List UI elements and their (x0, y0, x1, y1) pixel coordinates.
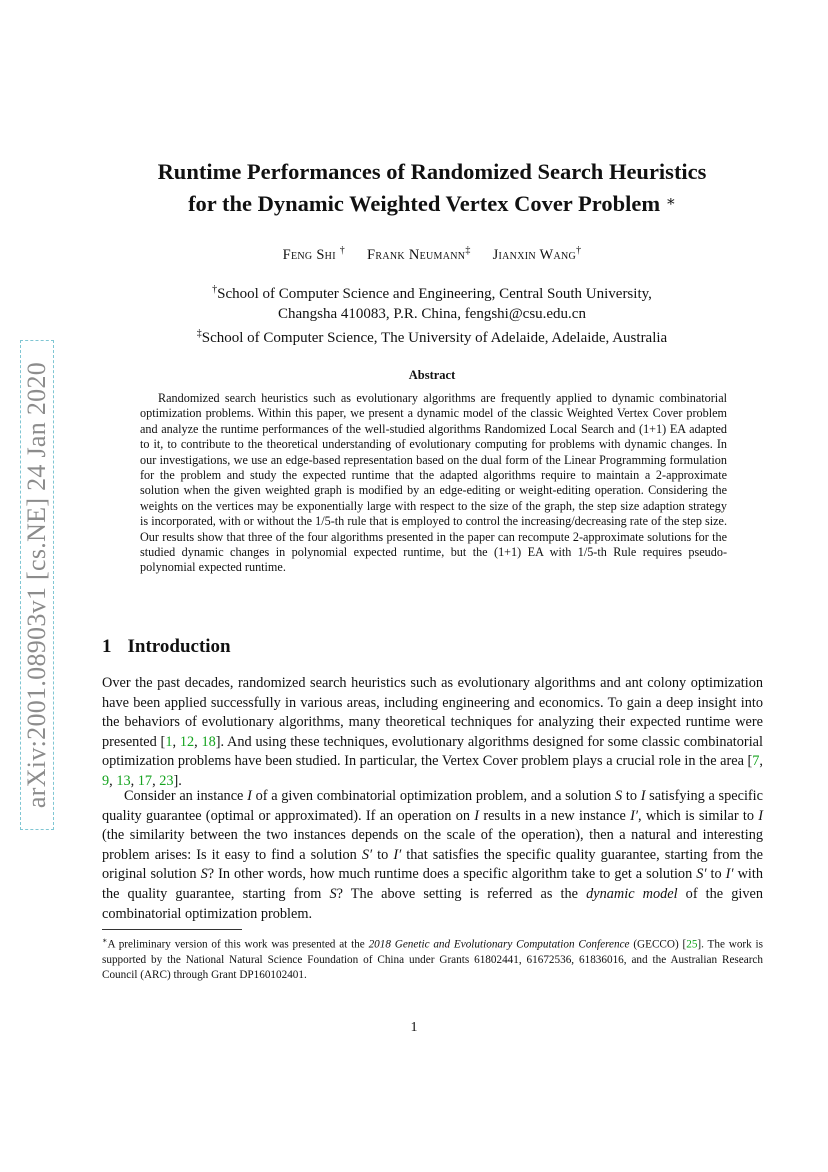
citation-link[interactable]: 12 (179, 733, 195, 750)
page-number: 1 (410, 1020, 418, 1035)
author-list (102, 245, 762, 264)
author-name: Jianxin Wang (492, 246, 577, 263)
emphasis: dynamic model (586, 885, 678, 902)
author (493, 247, 582, 263)
affiliation-text: School of Computer Science and Engineering, Central South University, (217, 286, 652, 302)
affiliation-mark: ‡ (196, 328, 202, 339)
author (367, 247, 471, 263)
math-var: I′ (725, 866, 734, 883)
affiliation-line (102, 280, 762, 304)
math-var: S (614, 788, 623, 804)
author-mark: ‡ (465, 245, 471, 256)
affiliation-line: Changsha 410083, P.R. China, fengshi@csu.edu.cn (278, 306, 586, 322)
math-var: I′ (630, 807, 639, 824)
text-run: ]. And using these techniques, evolutionary algorithms designed for some classic combinatorial optimization problems have been studied. In particular, the Vertex Cover problem plays a crucial role in the area [ (102, 733, 763, 770)
math-var: S (200, 866, 208, 883)
math-var: I (474, 807, 480, 824)
citation-link[interactable]: 18 (201, 733, 216, 750)
title-footnote-mark[interactable]: ∗ (665, 194, 676, 210)
text-run: A preliminary version of this work was presented at the (107, 938, 369, 951)
citation-link[interactable]: 23 (159, 772, 174, 789)
section-number: 1 (102, 636, 112, 657)
arxiv-stamp[interactable] (20, 340, 54, 830)
title-line-2 (102, 187, 762, 219)
text-run: ? In other words, how much runtime does a specific algorithm take to get a solution (207, 866, 697, 883)
section-heading (102, 636, 231, 658)
math-var: I′ (393, 846, 402, 863)
author-name: Frank Neumann (367, 246, 466, 263)
author (283, 247, 346, 263)
math-var: S (329, 885, 337, 902)
text-run: ? The above setting is referred as the (336, 885, 587, 902)
citation-link[interactable]: 25 (686, 938, 698, 951)
math-var: S′ (696, 866, 707, 883)
math-var: I (247, 788, 252, 804)
text-run: of the given combinatorial optimization problem. (102, 885, 764, 922)
text-run: to (372, 846, 394, 863)
intro-paragraph-2 (102, 787, 763, 924)
text-run: ]. The work is supported by the National Natural Science Foundation of China under Grants 61802441, 61672536, 61836016, and the Australian Research Council (ARC) through Grant DP160102401. (102, 938, 764, 981)
math-var: I (758, 807, 764, 824)
math-var: S′ (361, 846, 373, 863)
text-run: (the similarity between the two instances depends on the scale of the operation), then a natural and interesting problem arises: Is it easy to find a solution (102, 827, 763, 863)
affiliation-line (102, 324, 762, 348)
citation-link[interactable]: 1 (165, 733, 173, 750)
author-mark: † (576, 245, 582, 256)
citation-link[interactable]: 13 (116, 772, 131, 789)
text-run: , which is similar to (638, 807, 759, 824)
title-line-2-text: for the Dynamic Weighted Vertex Cover Problem (188, 191, 661, 216)
section-title: Introduction (127, 636, 231, 657)
emphasis: 2018 Genetic and Evolutionary Computation Conference (368, 938, 630, 951)
intro-paragraph-1: Over the past decades, randomized search heuristics such as evolutionary algorithms and ant colony optimization have been applied successfully in various areas, including engineering and economics. To gain a deep insight into the behaviors of evolutionary algorithms, many theoretical techniques for analyzing their expected runtime were presented [1, 12, 18]. And using these techniques, evolutionary algorithms designed for some classic combinatorial optimization problems have been studied. In particular, the Vertex Cover problem plays a crucial role in the area [7, 9, 13, 17, 23]. (102, 675, 763, 789)
paper-title (102, 157, 762, 219)
citation-link[interactable]: 7 (752, 753, 760, 770)
affiliation-text: School of Computer Science, The University of Adelaide, Adelaide, Australia (201, 330, 668, 346)
math-var: I (640, 788, 646, 804)
author-name: Feng Shi (282, 246, 336, 263)
affiliation-mark: † (212, 284, 218, 295)
author-mark: † (339, 245, 346, 256)
text-run: ]. (173, 772, 182, 789)
text-run: to (706, 866, 726, 883)
footnote (102, 933, 763, 983)
citation-link[interactable]: 17 (137, 772, 153, 789)
text-run: to (622, 788, 641, 804)
abstract-text: Randomized search heuristics such as evolutionary algorithms are frequently applied to dynamic combinatorial optimization problems. Within this paper, we present a dynamic model of the classic Weighted Vertex Cover problem and analyze the runtime performances of the well-studied algorithms Randomized Local Search and (1+1) EA adapted to it, to contribute to the theoretical understanding of evolutionary computing for problems with dynamic changes. In our investigations, we use an edge-based representation based on the dual form of the Linear Programming formulation for the problem and study the expected runtime that the adapted algorithms require to maintain a 2-approximate solution when the given weighted graph is modified by an edge-editing or weight-editing operation. Considering the weights on the vertices may be exponentially large with respect to the size of the graph, the step size adaption strategy is incorporated, with or without the 1/5-th rule that is employed to control the increasing/decreasing rate of the step size. Our results show that three of the four algorithms presented in the paper can recompute 2-approximate solutions for the studied dynamic changes in polynomial expected runtime, but the (1+1) EA with 1/5-th Rule requires pseudo-polynomial expected runtime. (140, 391, 727, 575)
text-run: Consider an instance (124, 788, 248, 804)
footnote-rule (102, 929, 242, 930)
arxiv-id: arXiv:2001.08903v1 [cs.NE] 24 Jan 2020 (22, 361, 51, 809)
text-run: (GECCO) [ (629, 938, 687, 951)
text-run: with the quality guarantee, starting from (102, 866, 763, 902)
text-run: of a given combinatorial optimization problem, and a solution (251, 788, 615, 804)
text-run: satisfying a specific quality guarantee (optimal or approximated). If an operation on (102, 788, 763, 824)
text-run: Over the past decades, randomized search heuristics such as evolutionary algorithms and ant colony optimization have been applied successfully in various areas, including engineering and economics. To gain a deep insight into the behaviors of evolutionary algorithms, many theoretical techniques for analyzing their expected runtime were presented [ (102, 675, 763, 750)
footnote-mark: ∗ (102, 936, 108, 945)
citation-link[interactable]: 9 (102, 772, 110, 789)
text-run: that satisfies the specific quality guarantee, starting from the original solution (102, 846, 763, 883)
text-run: results in a new instance (479, 807, 631, 824)
abstract-heading: Abstract (408, 368, 456, 382)
affiliations (102, 280, 762, 348)
title-line-1: Runtime Performances of Randomized Search Heuristics (157, 159, 707, 184)
